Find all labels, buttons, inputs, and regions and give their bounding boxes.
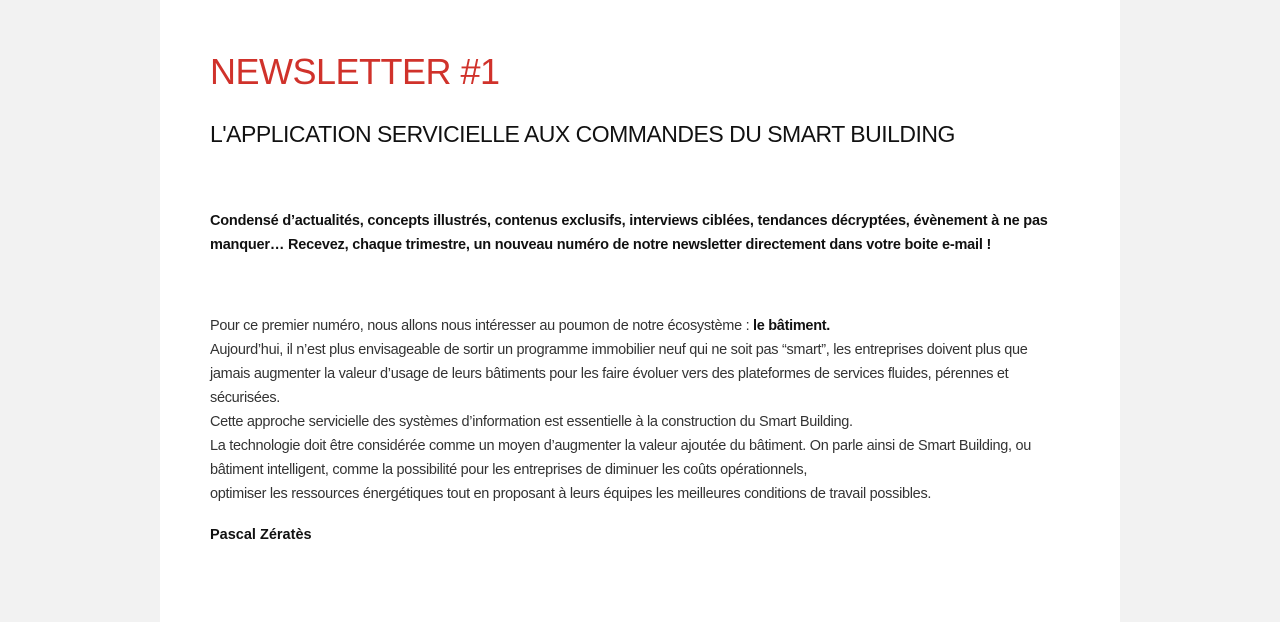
- body-paragraph-smart: Aujourd’hui, il n’est plus envisageable de sortir un programme immobilier neuf qui ne soit pas “smart”, les entreprises doivent plus que jamais augmenter la valeur d’usage de leurs bâtiments pour les faire évoluer vers des plateformes de services fluides, pérennes et sécurisées.: [210, 342, 1028, 406]
- newsletter-page: [160, 0, 1120, 622]
- newsletter-body: [210, 314, 1070, 506]
- body-line-ecosystem-text: Pour ce premier numéro, nous allons nous intéresser au poumon de notre écosystème :: [210, 318, 754, 334]
- body-line-ecosystem-bold: le bâtiment.: [753, 318, 831, 334]
- body-paragraph-approach: Cette approche servicielle des systèmes d’information est essentielle à la construction du Smart Building.: [210, 414, 853, 430]
- newsletter-signature: Pascal Zératès: [210, 527, 312, 543]
- body-paragraph-technology: La technologie doit être considérée comme un moyen d’augmenter la valeur ajoutée du bâtiment. On parle ainsi de Smart Building, ou bâtiment intelligent, comme la possibilité pour les entreprises de diminuer les coûts opérationnels,: [210, 438, 1032, 478]
- newsletter-title: NEWSLETTER #1: [210, 51, 500, 92]
- newsletter-intro: Condensé d’actualités, concepts illustrés, contenus exclusifs, interviews ciblées, tendances décryptées, évènement à ne pas manquer… Recevez, chaque trimestre, un nouveau numéro de notre newsletter directement dans votre boite e-mail !: [210, 213, 1048, 253]
- body-paragraph-optimise: optimiser les ressources énergétiques tout en proposant à leurs équipes les meilleures conditions de travail possibles.: [210, 486, 932, 502]
- newsletter-subtitle: L'APPLICATION SERVICIELLE AUX COMMANDES DU SMART BUILDING: [210, 121, 955, 147]
- body-line-ecosystem: [210, 314, 1070, 338]
